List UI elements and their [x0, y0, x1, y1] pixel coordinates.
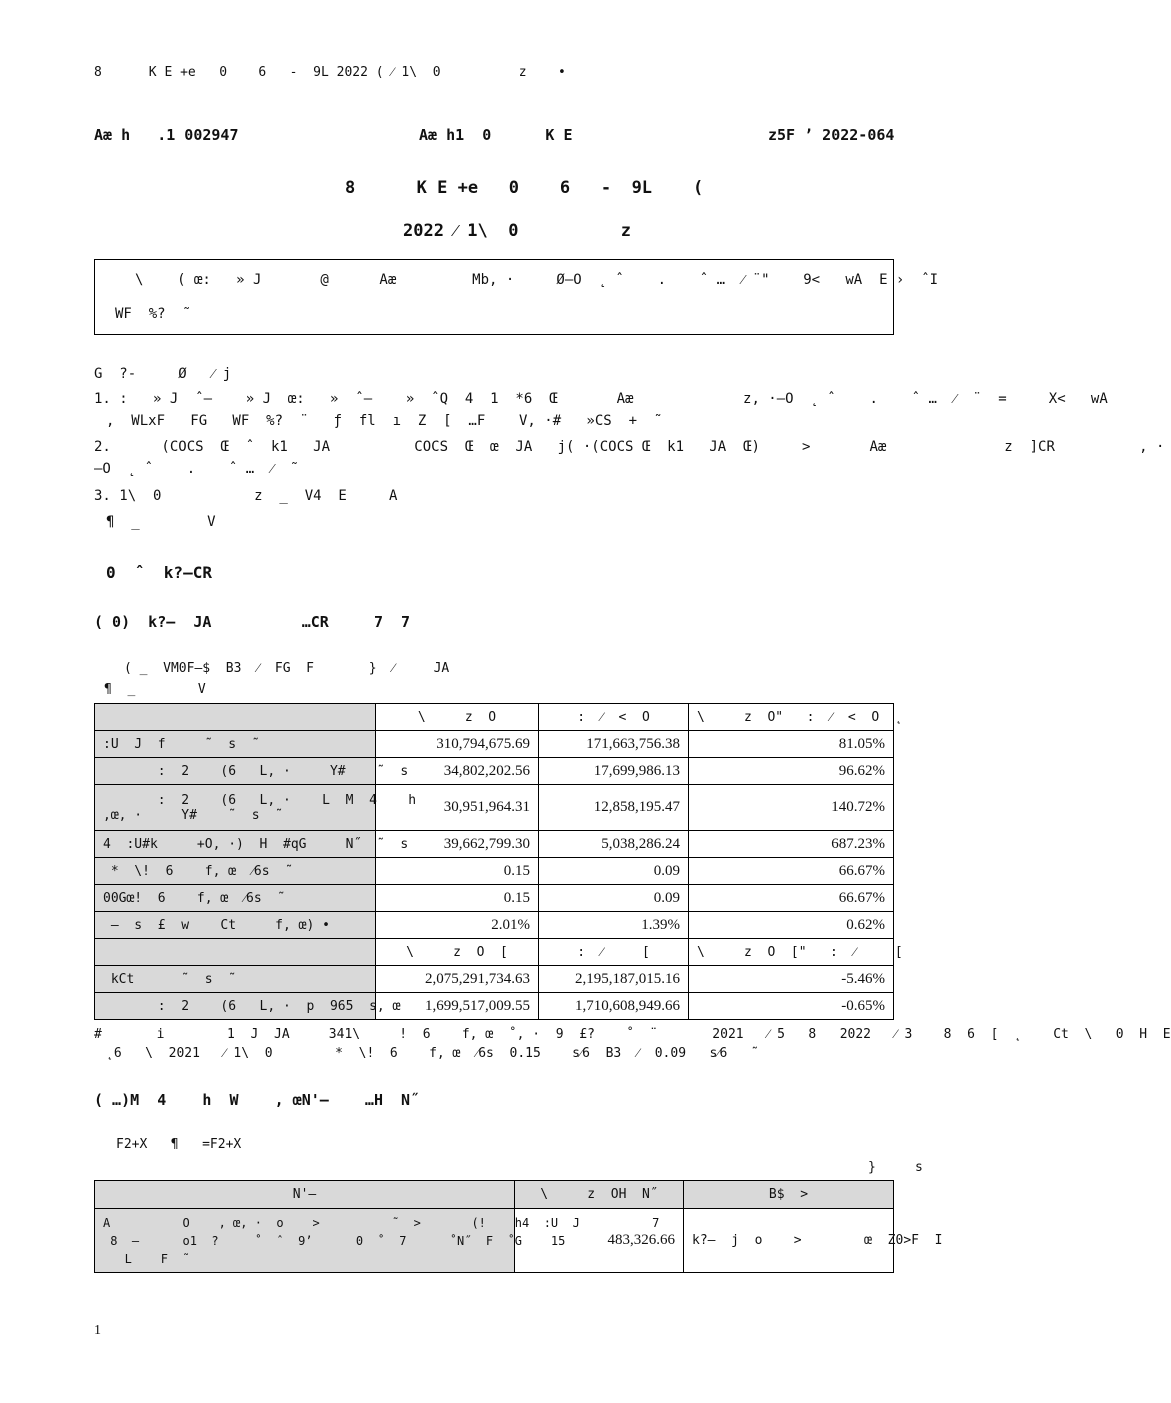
change-value: -0.65% — [689, 993, 894, 1020]
row-label: :U J f ˜ s ˜ — [95, 731, 376, 758]
prior-value: 0.09 — [539, 885, 689, 912]
document-title: 8 K E +e 0 6 - 9L ( — [345, 178, 704, 198]
current-value: 30,951,964.31 — [376, 785, 539, 831]
current-value: 310,794,675.69 — [376, 731, 539, 758]
row-label: : 2 (6 L, · Y# ˜ s — [95, 758, 376, 785]
table1-note: ( _ VM0F–$ B3 ⁄ FG F } ⁄ JA — [124, 661, 450, 676]
current-value: 2.01% — [376, 912, 539, 939]
stock-code: Aæ h .1 002947 — [94, 126, 239, 144]
table1-unit: ¶ _ V — [104, 682, 206, 697]
remark-cell: k?– j o > œ Z0>F I — [684, 1209, 894, 1273]
prior-value: 12,858,195.47 — [539, 785, 689, 831]
table-row — [95, 912, 894, 939]
table-row — [95, 758, 894, 785]
change-value: 81.05% — [689, 731, 894, 758]
current-value: 0.15 — [376, 885, 539, 912]
change-value: 66.67% — [689, 885, 894, 912]
prior-value: 5,038,286.24 — [539, 831, 689, 858]
intro-paragraph-1-cont: , WLxF FG WF %? ¨ ƒ fl ı Z [ …F V, ·# »CS + ˜ — [106, 413, 663, 429]
table-subheader-row — [95, 939, 894, 966]
current-value: 34,802,202.56 — [376, 758, 539, 785]
table-header-cell: N'– — [95, 1181, 515, 1209]
table-header-cell: \ z O" : ⁄ < O ˛ — [689, 704, 894, 731]
change-value: -5.46% — [689, 966, 894, 993]
table-row — [95, 885, 894, 912]
page-number: 1 — [94, 1323, 101, 1338]
prior-value: 1,710,608,949.66 — [539, 993, 689, 1020]
notice-box — [94, 259, 939, 335]
intro-heading: G ?- Ø ⁄ j — [94, 366, 232, 382]
table-row — [95, 1209, 894, 1273]
subsection-heading-1: ( 0) k?– JA …CR 7 7 — [94, 613, 411, 631]
amount-value: 483,326.66 — [515, 1209, 684, 1273]
notice-number: z5F ’ 2022-064 — [768, 126, 895, 144]
prior-value: 0.09 — [539, 858, 689, 885]
table-header-cell: : ⁄ < O — [539, 704, 689, 731]
prior-value: 171,663,756.38 — [539, 731, 689, 758]
table1-footnote-cont: ˛6 \ 2021 ⁄ 1\ 0 * \! 6 f, œ ⁄6s 0.15 s⁄6 B3 ⁄ 0.09 s⁄6 ˜ — [106, 1046, 759, 1061]
prior-value: 2,195,187,015.16 — [539, 966, 689, 993]
document-subtitle: 2022 ⁄ 1\ 0 z — [403, 221, 632, 241]
row-label-line: L F ˜ — [103, 1251, 190, 1266]
row-label: – s £ w Ct f, œ) • — [95, 912, 376, 939]
notice-line-1: \ ( œ: » J @ Aæ Mb, · Ø–O ˛ ˆ . ˆ … ⁄ ¨" 9< wA E › ˆI — [135, 272, 939, 288]
table-row — [95, 858, 894, 885]
table-header-cell: \ z O — [376, 704, 539, 731]
table-header-cell: B$ > — [684, 1181, 894, 1209]
change-value: 0.62% — [689, 912, 894, 939]
row-label: kCt ˜ s ˜ — [95, 966, 376, 993]
table-header-row — [95, 1181, 894, 1209]
table-header-cell — [95, 704, 376, 731]
table-header-cell: \ z O [" : ⁄ [ — [689, 939, 894, 966]
current-value: 2,075,291,734.63 — [376, 966, 539, 993]
prior-value: 1.39% — [539, 912, 689, 939]
row-label-line: : 2 (6 L, · L M 4 h — [103, 792, 417, 808]
row-label-line: A O , œ, · o > ˜ > (! h4 :U J 7 — [103, 1215, 660, 1230]
intro-paragraph-3: 3. 1\ 0 z _ V4 E A — [94, 488, 398, 504]
table-row — [95, 731, 894, 758]
intro-paragraph-2-cont: –O ˛ ˆ . ˆ … ⁄ ˜ — [94, 461, 299, 477]
row-label — [95, 785, 417, 831]
change-value: 140.72% — [689, 785, 894, 831]
table2-unit: } s — [868, 1160, 923, 1175]
intro-paragraph-3-cont: ¶ _ V — [106, 514, 216, 530]
non-recurring-table — [94, 1180, 943, 1273]
section-heading-1: 0 ˆ k?–CR — [106, 563, 212, 582]
table-header-row — [95, 704, 894, 731]
table-row — [95, 966, 894, 993]
prior-value: 17,699,986.13 — [539, 758, 689, 785]
row-label: : 2 (6 L, · p 965 s, œ — [95, 993, 376, 1020]
row-label-line: 8 – o1 ? ˚ ˆ 9’ 0 ˚ 7 ˚N˝ F ˚G 15 — [103, 1233, 566, 1248]
table1-footnote: # i 1 J JA 341\ ! 6 f, œ ˚, · 9 £? ˚ ¨ 2021 ⁄ 5 8 2022 ⁄ 3 8 6 [ ˛ Ct \ 0 H E — [94, 1027, 1171, 1042]
table2-note: F2+X ¶ =F2+X — [116, 1137, 242, 1152]
financial-table — [94, 703, 903, 1020]
table-header-cell: \ z OH N˝ — [515, 1181, 684, 1209]
table-header-cell — [95, 939, 376, 966]
subsection-heading-2: ( …)M 4 h W , œN'– …H N˝ — [94, 1091, 420, 1109]
intro-paragraph-2: 2. (COCS Œ ˆ k1 JA COCS Œ œ JA j( ·(COCS Œ k1 JA Œ) > Aæ z ]CR , · — [94, 439, 1165, 455]
current-value: 0.15 — [376, 858, 539, 885]
notice-line-2: WF %? ˜ — [115, 306, 191, 322]
running-header: 8 K E +e 0 6 - 9L 2022 ( ⁄ 1\ 0 z • — [94, 65, 566, 80]
row-label-line: ,œ, · Y# ˜ s ˜ — [103, 807, 284, 823]
stock-name: Aæ h1 0 K E — [419, 126, 573, 144]
table-header-cell: \ z O [ — [376, 939, 539, 966]
row-label: 00Gœ! 6 f, œ ⁄6s ˜ — [95, 885, 376, 912]
change-value: 66.67% — [689, 858, 894, 885]
current-value: 1,699,517,009.55 — [376, 993, 539, 1020]
change-value: 96.62% — [689, 758, 894, 785]
intro-paragraph-1: 1. : » J ˆ– » J œ: » ˆ– » ˆQ 4 1 *6 Œ Aæ z, ·–O ˛ ˆ . ˆ … ⁄ ¨ = X< wA — [94, 391, 1108, 407]
table-row — [95, 785, 894, 831]
row-label: 4 :U#k +O, ·) H #qG N˝ ˜ s — [95, 831, 376, 858]
current-value: 39,662,799.30 — [376, 831, 539, 858]
row-label: * \! 6 f, œ ⁄6s ˜ — [95, 858, 376, 885]
table-header-cell: : ⁄ [ — [539, 939, 689, 966]
change-value: 687.23% — [689, 831, 894, 858]
table-row — [95, 993, 894, 1020]
table-row — [95, 831, 894, 858]
